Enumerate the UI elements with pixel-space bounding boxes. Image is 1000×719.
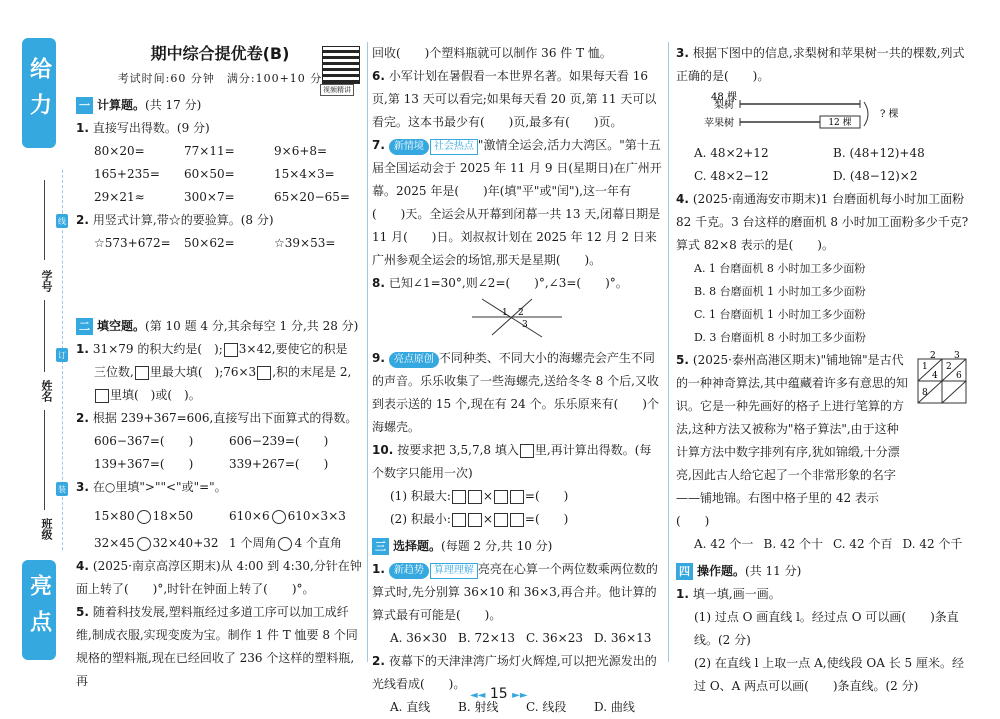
student-id-line — [44, 180, 45, 260]
page-number: ◄◄ 15 ►► — [470, 686, 528, 702]
choice-question-1: 1. 新趋势 算理理解 亮亮在心算一个两位数乘两位数的算式时,先分别算 36×10 和 36×3,再合并。他计算的算式最有可能是( )。 — [372, 562, 658, 622]
continued-text: 回收( )个塑料瓶就可以制作 36 件 T 恤。 — [372, 46, 612, 60]
svg-text:12 棵: 12 棵 — [828, 118, 852, 128]
section-calc: 一 计算题。 (共 17 分) — [76, 94, 364, 117]
choice-question-5: 5. (2025·泰州高港区期末)"铺地锦"是古代的一种神奇算法,其中蕴藏着许多有意思的知识。它是一种先画好的格子上进行笔算的方法,这种方法又被称为"格子算法",由于这种计算方法中数字排列有序,犹如锦缎,十分漂亮,因此古人给它起了一个非常形象的名字——铺地锦。右图中格子里的 42 表示( ) 2 3 1 4 2 6 8 — [676, 349, 972, 533]
column-3 — [676, 42, 972, 698]
angle-label: 1 — [502, 308, 508, 318]
svg-text:1: 1 — [922, 362, 928, 372]
choice-question-4: 4. (2025·南通海安市期末)1 台磨面机每小时加工面粉 82 千克。3 台这样的磨面机 8 小时加工面粉多少千克?算式 82×8 表示的是( )。 — [676, 192, 969, 252]
options-row: C. 48×2−12 D. (48−12)×2 — [694, 169, 918, 183]
name-line — [44, 300, 45, 372]
choice-question-3: 3. 根据下图中的信息,求梨树和苹果树一共的棵数,列式正确的是( )。 — [676, 46, 965, 83]
student-id-label: 学号 — [40, 270, 53, 292]
class-line — [44, 410, 45, 510]
topic-tag: 算理理解 — [430, 563, 478, 579]
calc-row: 29×21≈ 300×7= 65×20−65= — [94, 190, 350, 204]
fill-row: 139+367=( ) 339+267=( ) — [94, 457, 329, 471]
fill-question-4: 4. (2025·南京高淳区期末)从 4:00 到 4:30,分针在钟面上转了( )°,时针在钟面上转了( )°。 — [76, 559, 362, 596]
angle-label: 3 — [522, 320, 528, 330]
choice-question-2: 2. 夜幕下的天津津湾广场灯火辉煌,可以把光源发出的光线看成( )。 — [372, 654, 657, 691]
fill-question-2: 2. 根据 239+367=606,直接写出下面算式的得数。 — [76, 411, 358, 425]
options-row: A. 48×2+12 B. (48+12)+48 — [694, 146, 925, 160]
compare-row: 32×45 32×40+32 1 个周角 4 个直角 — [94, 536, 342, 550]
lattice-grid — [912, 351, 972, 407]
calc-row: 165+235= 60×50= 15×4×3= — [94, 167, 335, 181]
cut-tag: 订 — [56, 348, 68, 362]
operation-sub-1: (1) 过点 O 画直线 l。经过点 O 可以画( )条直线。(2 分) — [694, 610, 959, 647]
next-arrow-icon: ►► — [512, 690, 528, 701]
operation-sub-2: (2) 在直线 l 上取一点 A,使线段 OA 长 5 厘米。经过 O、A 两点可以画( )条直线。(2 分) — [694, 656, 964, 693]
fill-question-6: 6. 小军计划在暑假看一本世界名著。如果每天看 16 页,第 13 天可以看完;如果每天看 20 页,第 11 天可以看完。这本书最少有( )页,最多有( )页。 — [372, 69, 657, 129]
cut-tag: 装 — [56, 482, 68, 496]
tree-diagram — [676, 88, 972, 134]
svg-text:? 棵: ? 棵 — [880, 109, 899, 120]
question-1: 1. 直接写出得数。(9 分) — [76, 121, 210, 135]
page-title: 期中综合提优卷(B) — [150, 44, 290, 63]
svg-text:2: 2 — [946, 362, 952, 372]
max-product-row: (1) 积最大: × =( ) — [390, 489, 569, 503]
svg-text:苹果树: 苹果树 — [704, 118, 734, 129]
fill-question-1-cont: 三位数, 里最大填( );76×3 ,积的末尾是 2, — [94, 365, 352, 379]
operation-question-1: 1. 填一填,画一画。 — [676, 587, 781, 601]
fill-question-3: 3. 在○里填">""<"或"="。 — [76, 480, 227, 494]
option-a: A. 1 台磨面机 8 小时加工多少面粉 — [694, 262, 866, 275]
class-label: 班级 — [40, 518, 53, 540]
question-2: 2. 用竖式计算,带☆的要验算。(8 分) — [76, 213, 274, 227]
option-d: D. 3 台磨面机 8 小时加工多少面粉 — [694, 331, 866, 344]
fill-question-9: 9. 亮点原创 不同种类、不同大小的海螺壳会产生不同的声音。乐乐收集了一些海螺壳,送给冬冬 8 个后,又收到表示送的 15 个,现在有 24 个。乐乐原来有( )个海螺壳。 — [372, 351, 659, 434]
fill-question-5: 5. 随着科技发展,塑料瓶经过多道工序可以加工成纤维,制成衣服,实现变废为宝。制作 1 件 T 恤要 8 个同规格的塑料瓶,现在已经回收了 236 个这样的塑料瓶,再 — [76, 605, 358, 688]
fill-question-7: 7. 新情境 社会热点 "激情全运会,活力大湾区。"第十五届全国运动会于 2025 年 11 月 9 日(星期日)在广州开幕。2025 年是( )年(填"平"或"闰"),这一年有( )天。全运会从开幕到闭幕一共 13 天,闭幕日期是 11 月( )日。刘叔叔计划在 2025 年 12 月 2 日来广州参观全运会的场馆,那天是星期( )。 — [372, 138, 662, 267]
topic-tag: 社会热点 — [430, 139, 478, 155]
exam-info: 考试时间:60 分钟 满分:100+10 分 — [117, 72, 323, 85]
option-b: B. 8 台磨面机 1 小时加工多少面粉 — [694, 285, 866, 298]
svg-text:2: 2 — [930, 351, 936, 361]
section-fill: 二 填空题。 (第 10 题 4 分,其余每空 1 分,共 28 分) — [76, 315, 364, 338]
fill-question-8: 8. 已知∠1=30°,则∠2=( )°,∠3=( )°。 — [372, 276, 628, 290]
prev-arrow-icon: ◄◄ — [470, 690, 486, 701]
calc-row: 80×20= 77×11= 9×6+8= — [94, 144, 328, 158]
svg-text:梨树: 梨树 — [714, 100, 734, 111]
svg-text:48 棵: 48 棵 — [711, 92, 737, 103]
fill-row: 606−367=( ) 606−239=( ) — [94, 434, 329, 448]
calc-row: ☆573+672= 50×62= ☆39×53= — [94, 236, 336, 250]
column-divider — [668, 42, 669, 662]
option-c: C. 1 台磨面机 1 小时加工多少面粉 — [694, 308, 866, 321]
angle-diagram — [372, 295, 662, 339]
section-operation: 四 操作题。 (共 11 分) — [676, 560, 972, 583]
fill-question-1-cont: 里填( )或( )。 — [76, 384, 364, 407]
min-product-row: (2) 积最小: × =( ) — [390, 512, 569, 526]
compare-row: 15×80 18×50 610×6 610×3×3 — [94, 509, 346, 523]
fill-question-1: 1. 31×79 的积大约是( ); 3×42,要使它的积是 — [76, 342, 348, 356]
brand-logo-bottom: 亮点 — [22, 560, 56, 660]
options-row: A. 42 个一 B. 42 个十 C. 42 个百 D. 42 个千 — [694, 537, 963, 551]
qr-caption: 视频精讲 — [320, 84, 354, 96]
section-choice: 三 选择题。 (每题 2 分,共 10 分) — [372, 535, 662, 558]
column-divider — [367, 42, 368, 662]
trend-tag: 新趋势 — [389, 563, 429, 579]
svg-text:3: 3 — [954, 351, 960, 361]
svg-text:4: 4 — [932, 371, 938, 381]
fill-question-10: 10. 按要求把 3,5,7,8 填入 里,再计算出得数。(每个数字只能用一次) — [372, 443, 652, 480]
brand-logo-top: 给力 — [22, 38, 56, 148]
angle-label: 2 — [518, 308, 524, 318]
options-row: A. 直线 B. 射线 C. 线段 D. 曲线 — [390, 700, 635, 714]
svg-text:8: 8 — [922, 388, 928, 398]
options-row: A. 36×30 B. 72×13 C. 36×23 D. 36×13 — [390, 631, 652, 645]
cut-tag: 线 — [56, 214, 68, 228]
svg-text:6: 6 — [956, 371, 962, 381]
column-1 — [76, 42, 364, 693]
new-context-tag: 新情境 — [389, 139, 429, 155]
original-tag: 亮点原创 — [389, 352, 439, 368]
column-2 — [372, 42, 662, 719]
name-label: 姓名 — [40, 380, 53, 402]
